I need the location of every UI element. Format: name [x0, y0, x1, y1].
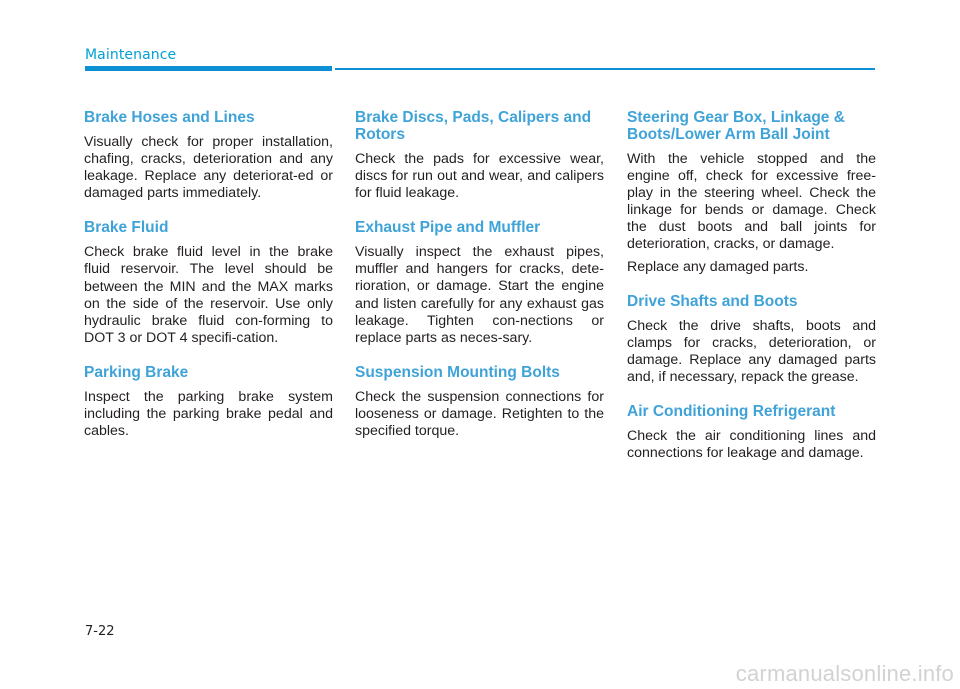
column-2 — [355, 109, 604, 440]
section-paragraph: Replace any damaged parts. — [627, 258, 809, 275]
section-heading: Air Conditioning Refrigerant — [627, 403, 836, 421]
section-brake-discs-pads-calipers-rotors — [355, 109, 604, 202]
section-steering-gear-box — [627, 109, 876, 276]
section-heading: Drive Shafts and Boots — [627, 292, 798, 310]
page-header-title: Maintenance — [85, 47, 177, 63]
section-exhaust-pipe-and-muffler — [355, 219, 604, 347]
section-heading: Brake Discs, Pads, Calipers and Rotors — [355, 109, 592, 143]
section-brake-hoses-and-lines — [84, 109, 333, 202]
section-heading: Exhaust Pipe and Muffler — [355, 219, 541, 237]
section-heading: Brake Hoses and Lines — [84, 109, 255, 126]
column-1 — [84, 109, 333, 440]
section-brake-fluid — [84, 219, 333, 347]
section-paragraph: Check the drive shafts, boots and clamps for cracks, deterioration, or damage. Replace any damaged parts and, if necessary, repack the grease. — [627, 317, 876, 385]
column-3 — [627, 109, 876, 462]
section-air-conditioning-refrigerant — [627, 403, 876, 462]
section-paragraph: Check the air conditioning lines and connections for leakage and damage. — [627, 428, 876, 462]
section-paragraph: Inspect the parking brake system including the parking brake pedal and cables. — [84, 388, 333, 440]
section-paragraph: Visually inspect the exhaust pipes, muffler and hangers for cracks, dete-rioration, or damage. Start the engine and listen carefully for any exhaust gas leakage. Tighten con-nections or replace parts as neces-sary. — [355, 244, 604, 346]
section-heading: Suspension Mounting Bolts — [355, 363, 560, 381]
section-paragraph: With the vehicle stopped and the engine off, check for excessive free-play in the steering wheel. Check the linkage for bends or damage. Check the dust boots and ball joints for deterioration, cracks, or damage. — [627, 151, 876, 253]
section-heading: Parking Brake — [84, 363, 189, 381]
header-rule-thin — [335, 68, 875, 70]
section-drive-shafts-and-boots — [627, 293, 876, 386]
section-paragraph: Check brake fluid level in the brake fluid reservoir. The level should be between the MIN and the MAX marks on the side of the reservoir. Use only hydraulic brake fluid con-forming to DOT 3 or DOT 4 specifi-cation. — [84, 244, 333, 346]
section-suspension-mounting-bolts — [355, 364, 604, 440]
section-heading: Brake Fluid — [84, 219, 169, 237]
section-parking-brake — [84, 364, 333, 440]
section-paragraph: Visually check for proper installation, chafing, cracks, deterioration and any leakage. Replace any deteriorat-ed or damaged parts immediately. — [84, 134, 333, 202]
page-number: 7-22 — [85, 624, 115, 639]
section-paragraph: Check the suspension connections for looseness or damage. Retighten to the specified torque. — [355, 388, 604, 440]
header-rule-thick — [85, 66, 332, 71]
section-heading: Steering Gear Box, Linkage & Boots/Lower Arm Ball Joint — [627, 109, 845, 143]
section-paragraph: Check the pads for excessive wear, discs for run out and wear, and calipers for fluid leakage. — [355, 151, 604, 202]
watermark-text: carmanualsonline.info — [735, 661, 954, 686]
